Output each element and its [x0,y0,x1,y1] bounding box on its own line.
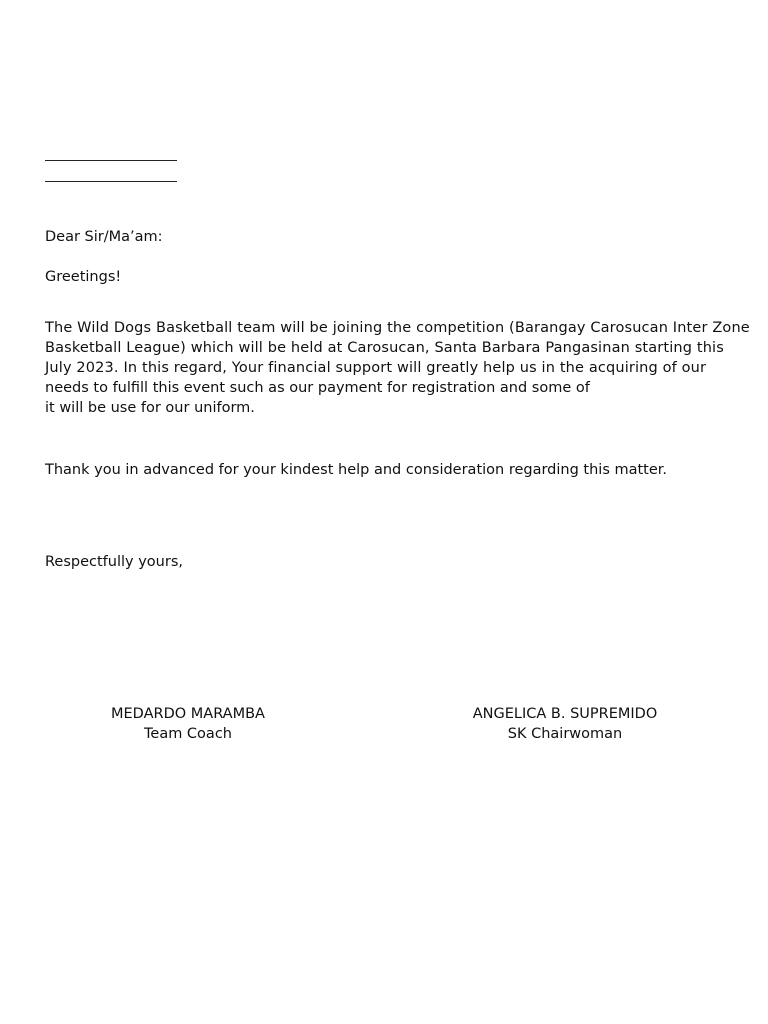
body-line: needs to fulfill this event such as our payment for registration and some of [45,380,590,396]
recipient-address-blank [45,181,177,182]
body-line: July 2023. In this regard, Your financial support will greatly help us in the acquiring of our [45,360,707,376]
signatory-name: ANGELICA B. SUPREMIDO [472,706,658,722]
body-line: Basketball League) which will be held at Carosucan, Santa Barbara Pangasinan starting this [45,340,724,356]
signatory-title: Team Coach [144,726,232,742]
body-line: The Wild Dogs Basketball team will be joining the competition (Barangay Carosucan Inter Zone [45,320,750,336]
signatory-chairwoman [435,704,695,744]
body-line: it will be use for our uniform. [45,400,255,416]
signatory-coach [58,704,318,744]
salutation: Dear Sir/Ma’am: [45,229,163,245]
body-paragraph [45,318,750,418]
closing: Respectfully yours, [45,554,183,570]
thanks-line: Thank you in advanced for your kindest help and consideration regarding this matter. [45,462,668,478]
recipient-name-blank [45,160,177,161]
greeting: Greetings! [45,269,122,285]
signatory-title: SK Chairwoman [507,726,623,742]
signatory-name: MEDARDO MARAMBA [111,706,265,722]
